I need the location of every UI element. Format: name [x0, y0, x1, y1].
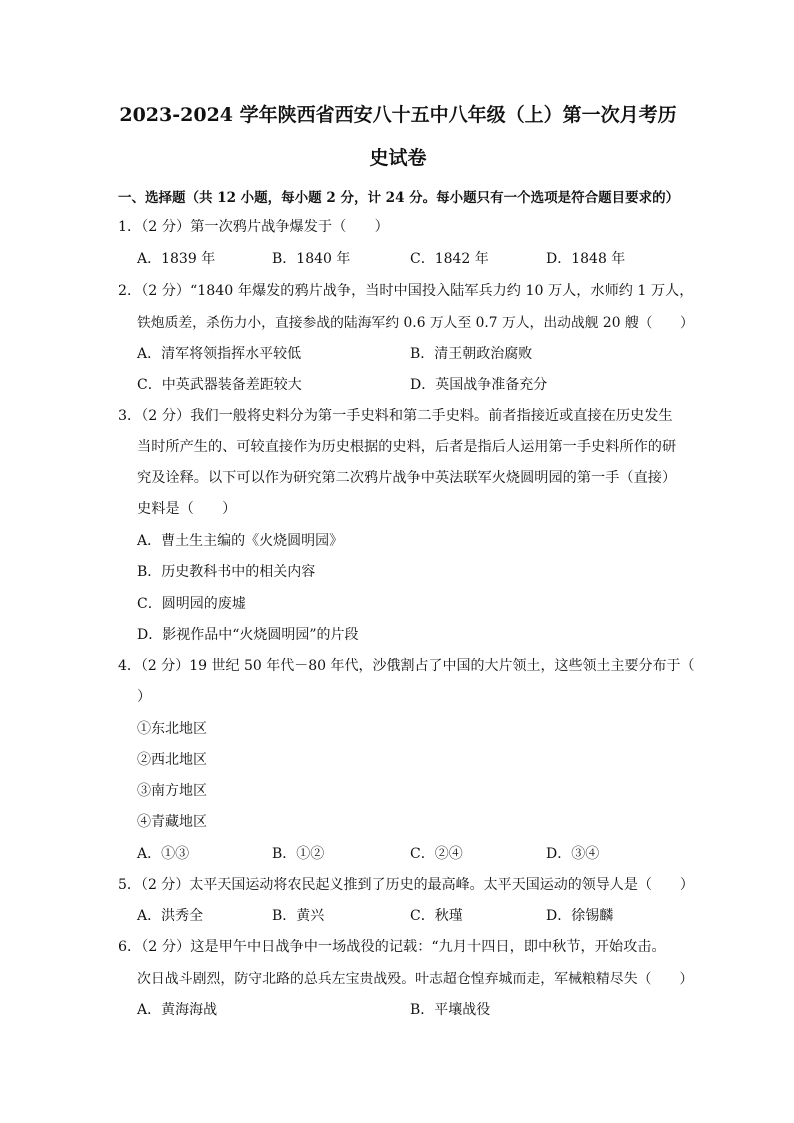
- question-1-option-a: A．1839 年: [137, 251, 216, 267]
- question-3-option-c: C．圆明园的废墟: [137, 596, 246, 612]
- question-4-stem-line-2: ）: [137, 689, 152, 705]
- question-3-option-b: B．历史教科书中的相关内容: [137, 564, 316, 580]
- question-4-stem-line-1: 4．（2 分）19 世纪 50 年代－80 年代，沙俄割占了中国的大片领土，这些领土主要分布于（: [118, 658, 695, 674]
- question-6-option-a: A．黄海海战: [137, 1002, 218, 1018]
- question-3-option-a: A．曹土生主编的《火烧圆明园》: [137, 533, 344, 549]
- question-3-stem-line-3: 究及诠释。以下可以作为研究第二次鸦片战争中英法联军火烧圆明园的第一手（直接）: [137, 470, 677, 486]
- question-2-option-d: D．英国战争准备充分: [410, 377, 548, 393]
- question-5-option-d: D．徐锡麟: [546, 908, 614, 924]
- question-3-stem-line-1: 3．（2 分）我们一般将史料分为第一手史料和第二手史料。前者指接近或直接在历史发生: [118, 408, 673, 424]
- question-5-option-c: C．秋瑾: [410, 908, 463, 924]
- question-4-option-c: C．②④: [410, 846, 463, 862]
- question-1-option-d: D．1848 年: [546, 251, 626, 267]
- question-4-item-1: ①东北地区: [137, 721, 207, 737]
- question-6-stem-line-2: 次日战斗剧烈，防守北路的总兵左宝贵战殁。叶志超仓惶弃城而走，军械粮精尽失（ ）: [137, 971, 694, 987]
- question-1-option-c: C．1842 年: [410, 251, 489, 267]
- page-title-line-2: 史试卷: [369, 147, 427, 169]
- question-3-stem-line-2: 当时所产生的、可较直接作为历史根据的史料，后者是指后人运用第一手史料所作的研: [137, 439, 677, 455]
- question-1-option-b: B．1840 年: [272, 251, 351, 267]
- question-4-option-d: D．③④: [546, 846, 600, 862]
- question-4-item-4: ④青藏地区: [137, 814, 207, 830]
- page-title-line-1: 2023-2024 学年陕西省西安八十五中八年级（上）第一次月考历: [119, 104, 677, 126]
- section-heading: 一、选择题（共 12 小题，每小题 2 分，计 24 分。每小题只有一个选项是符合题目要求的）: [118, 190, 680, 206]
- question-2-stem-line-1: 2．（2 分）“1840 年爆发的鸦片战争，当时中国投入陆军兵力约 10 万人，水师约 1 万人，: [118, 283, 694, 299]
- question-6-option-b: B．平壤战役: [410, 1002, 491, 1018]
- question-5-option-b: B．黄兴: [272, 908, 325, 924]
- question-5-option-a: A．洪秀全: [137, 908, 204, 924]
- question-4-item-3: ③南方地区: [137, 783, 207, 799]
- question-3-stem-line-4: 史料是（ ）: [137, 501, 237, 517]
- question-4-item-2: ②西北地区: [137, 752, 207, 768]
- question-2-option-b: B．清王朝政治腐败: [410, 346, 533, 362]
- question-4-option-b: B．①②: [272, 846, 325, 862]
- question-2-option-c: C．中英武器装备差距较大: [137, 377, 302, 393]
- question-6-stem-line-1: 6．（2 分）这是甲午中日战争中一场战役的记载：“九月十四日，即中秋节，开始攻击。: [118, 939, 666, 955]
- question-1-stem: 1．（2 分）第一次鸦片战争爆发于（ ）: [118, 219, 389, 235]
- question-4-option-a: A．①③: [137, 846, 190, 862]
- question-2-option-a: A．清军将领指挥水平较低: [137, 346, 302, 362]
- question-2-stem-line-2: 铁炮质差，杀伤力小，直接参战的陆海军约 0.6 万人至 0.7 万人，出动战舰 20 艘（ ）: [137, 315, 694, 331]
- question-3-option-d: D．影视作品中“火烧圆明园”的片段: [137, 627, 359, 643]
- question-5-stem: 5．（2 分）太平天国运动将农民起义推到了历史的最高峰。太平天国运动的领导人是（ ）: [118, 877, 694, 893]
